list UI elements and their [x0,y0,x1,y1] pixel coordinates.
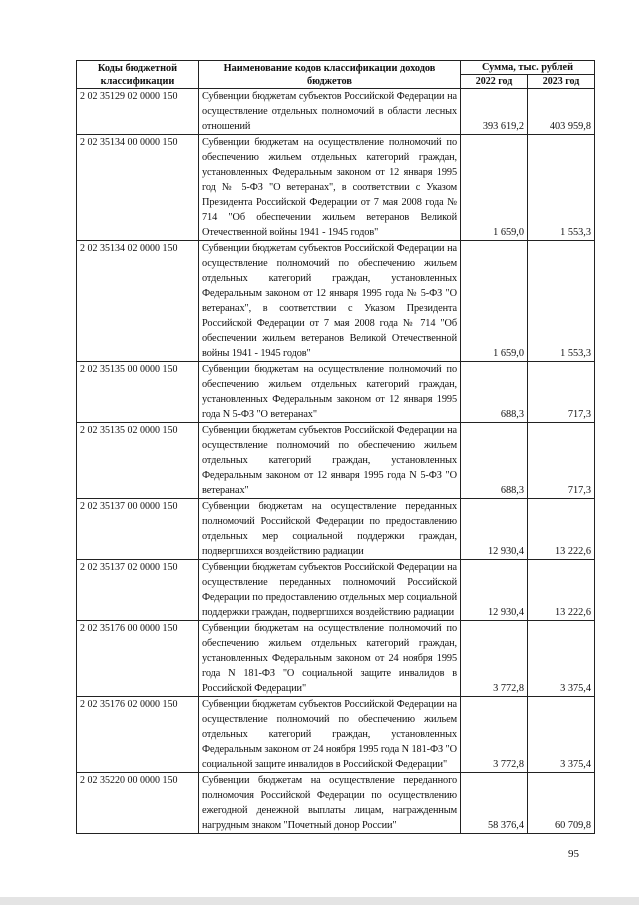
table-row [77,135,595,241]
code-cell: 2 02 35129 02 0000 150 [77,89,199,135]
amount-2023-cell: 60 709,8 [528,773,595,834]
header-sum: Сумма, тыс. рублей [461,61,595,75]
table-row [77,621,595,697]
table-row [77,773,595,834]
amount-2023-cell: 717,3 [528,423,595,499]
table-row [77,241,595,362]
table-row [77,560,595,621]
name-cell: Субвенции бюджетам на осуществление полномочий по обеспечению жильем отдельных категорий граждан, установленных Федеральным законом от 12 января 1995 года N 5-ФЗ "О ветеранах" [199,362,461,423]
name-cell: Субвенции бюджетам субъектов Российской Федерации на осуществление переданных полномочий Российской Федерации по предоставлению отдельных мер социальной поддержки граждан, подвергшихся воздействию радиации [199,560,461,621]
header-name: Наименование кодов классификации доходов бюджетов [199,61,461,89]
page-number: 95 [568,848,579,860]
amount-2022-cell: 393 619,2 [461,89,528,135]
header-year-2023: 2023 год [528,75,595,89]
name-cell: Субвенции бюджетам на осуществление полномочий по обеспечению жильем отдельных категорий граждан, установленных Федеральным законом от 12 января 1995 год № 5-ФЗ "О ветеранах", в соответствии с Указом Президента Российской Федерации от 7 мая 2008 года № 714 "Об обеспечении жильем ветеранов Великой Отечественной войны 1941 - 1945 годов" [199,135,461,241]
name-cell: Субвенции бюджетам субъектов Российской Федерации на осуществление полномочий по обеспечению жильем отдельных категорий граждан, установленных Федеральным законом от 24 ноября 1995 года N 181-ФЗ "О социальной защите инвалидов в Российской Федерации" [199,697,461,773]
amount-2023-cell: 403 959,8 [528,89,595,135]
code-cell: 2 02 35176 00 0000 150 [77,621,199,697]
amount-2023-cell: 3 375,4 [528,697,595,773]
code-cell: 2 02 35137 02 0000 150 [77,560,199,621]
name-cell: Субвенции бюджетам на осуществление переданного полномочия Российской Федерации по осуществлению ежегодной денежной выплаты лицам, награжденным нагрудным знаком "Почетный донор России" [199,773,461,834]
code-cell: 2 02 35137 00 0000 150 [77,499,199,560]
name-cell: Субвенции бюджетам на осуществление переданных полномочий Российской Федерации по предоставлению отдельных мер социальной поддержки граждан, подвергшихся воздействию радиации [199,499,461,560]
code-cell: 2 02 35135 02 0000 150 [77,423,199,499]
name-cell: Субвенции бюджетам субъектов Российской Федерации на осуществление полномочий по обеспечению жильем отдельных категорий граждан, установленных Федеральным законом от 12 января 1995 года N 5-ФЗ "О ветеранах" [199,423,461,499]
scan-bottom-edge [0,897,639,905]
header-year-2022: 2022 год [461,75,528,89]
amount-2022-cell: 1 659,0 [461,241,528,362]
code-cell: 2 02 35134 00 0000 150 [77,135,199,241]
name-cell: Субвенции бюджетам субъектов Российской Федерации на осуществление полномочий по обеспечению жильем отдельных категорий граждан, установленных Федеральным законом от 12 января 1995 года № 5-ФЗ "О ветеранах", в соответствии с Указом Президента Российской Федерации от 7 мая 2008 года № 714 "Об обеспечении жильем ветеранов Великой Отечественной войны 1941 - 1945 годов" [199,241,461,362]
code-cell: 2 02 35176 02 0000 150 [77,697,199,773]
code-cell: 2 02 35220 00 0000 150 [77,773,199,834]
table-row [77,499,595,560]
table-header-row [77,61,595,75]
amount-2022-cell: 12 930,4 [461,499,528,560]
amount-2022-cell: 58 376,4 [461,773,528,834]
code-cell: 2 02 35134 02 0000 150 [77,241,199,362]
table-row [77,362,595,423]
table-body [77,89,595,834]
amount-2022-cell: 3 772,8 [461,621,528,697]
amount-2023-cell: 717,3 [528,362,595,423]
code-cell: 2 02 35135 00 0000 150 [77,362,199,423]
amount-2022-cell: 688,3 [461,423,528,499]
amount-2022-cell: 1 659,0 [461,135,528,241]
name-cell: Субвенции бюджетам на осуществление полномочий по обеспечению жильем отдельных категорий граждан, установленных Федеральным законом от 24 ноября 1995 года N 181-ФЗ "О социальной защите инвалидов в Российской Федерации" [199,621,461,697]
amount-2023-cell: 13 222,6 [528,560,595,621]
budget-revenue-table [76,60,595,834]
amount-2022-cell: 12 930,4 [461,560,528,621]
amount-2023-cell: 1 553,3 [528,241,595,362]
name-cell: Субвенции бюджетам субъектов Российской Федерации на осуществление отдельных полномочий в области лесных отношений [199,89,461,135]
table-row [77,89,595,135]
amount-2023-cell: 3 375,4 [528,621,595,697]
amount-2022-cell: 688,3 [461,362,528,423]
amount-2022-cell: 3 772,8 [461,697,528,773]
header-codes: Коды бюджетной классификации [77,61,199,89]
amount-2023-cell: 13 222,6 [528,499,595,560]
table-row [77,423,595,499]
table-row [77,697,595,773]
amount-2023-cell: 1 553,3 [528,135,595,241]
